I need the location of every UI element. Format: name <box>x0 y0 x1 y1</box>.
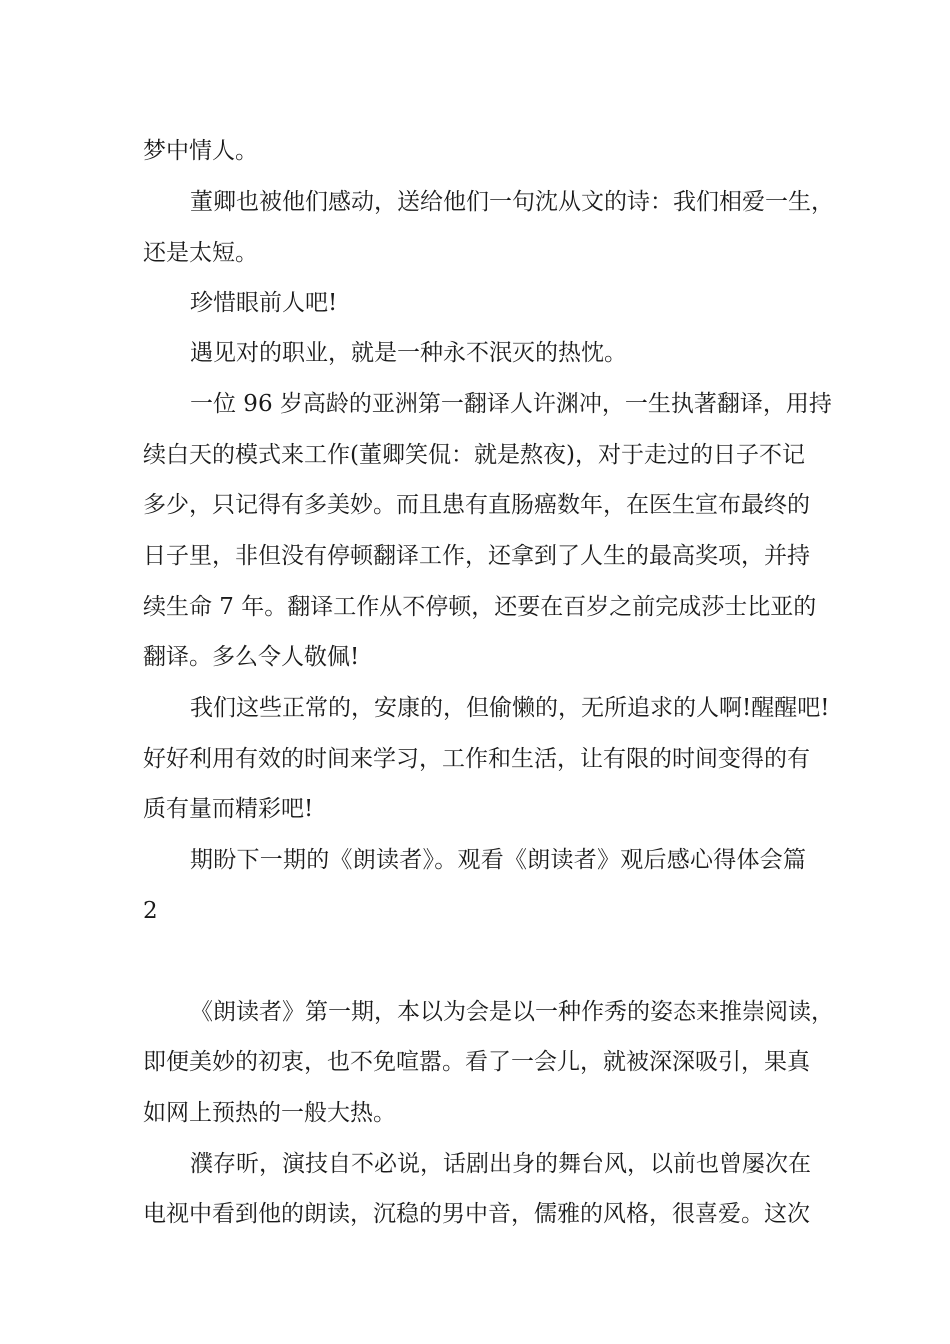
text-line: 还是太短。 <box>143 240 258 266</box>
text-line: 续白天的模式来工作(董卿笑侃：就是熬夜)，对于走过的日子不记 <box>143 442 805 468</box>
text-line: 翻译。多么令人敬佩! <box>143 644 360 670</box>
text-line: 一位 96 岁高龄的亚洲第一翻译人许渊冲，一生执著翻译，用持 <box>190 391 832 417</box>
text-line: 2 <box>143 898 158 924</box>
text-line: 质有量而精彩吧! <box>143 796 314 822</box>
text-line: 期盼下一期的《朗读者》。观看《朗读者》观后感心得体会篇 <box>190 847 806 873</box>
text-line: 濮存昕，演技自不必说，话剧出身的舞台风，以前也曾屡次在 <box>190 1151 811 1177</box>
text-line: 珍惜眼前人吧! <box>190 290 338 316</box>
text-line: 如网上预热的一般大热。 <box>143 1100 396 1126</box>
text-line: 我们这些正常的，安康的，但偷懒的，无所追求的人啊!醒醒吧! <box>190 695 830 721</box>
text-line: 续生命 7 年。翻译工作从不停顿，还要在百岁之前完成莎士比亚的 <box>143 594 817 620</box>
text-line: 董卿也被他们感动，送给他们一句沈从文的诗：我们相爱一生， <box>190 189 834 215</box>
text-line: 多少，只记得有多美妙。而且患有直肠癌数年，在医生宣布最终的 <box>143 492 810 518</box>
text-line: 《朗读者》第一期，本以为会是以一种作秀的姿态来推崇阅读， <box>190 999 834 1025</box>
text-line: 电视中看到他的朗读，沉稳的男中音，儒雅的风格，很喜爱。这次 <box>143 1201 810 1227</box>
text-line: 即便美妙的初衷，也不免喧嚣。看了一会儿，就被深深吸引，果真 <box>143 1049 810 1075</box>
text-line: 日子里，非但没有停顿翻译工作，还拿到了人生的最高奖项，并持 <box>143 543 810 569</box>
text-line: 遇见对的职业，就是一种永不泯灭的热忱。 <box>190 340 627 366</box>
text-line: 好好利用有效的时间来学习，工作和生活，让有限的时间变得的有 <box>143 746 810 772</box>
text-line: 梦中情人。 <box>143 138 258 164</box>
